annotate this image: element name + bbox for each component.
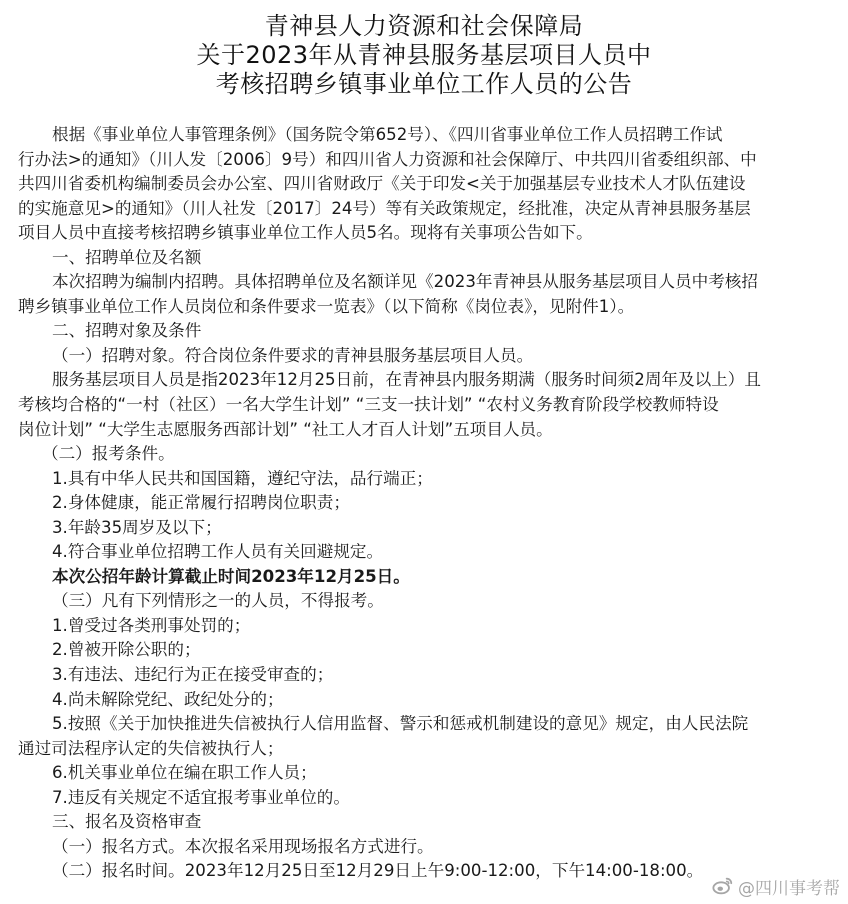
list-item: 1.曾受过各类刑事处罚的； — [52, 615, 251, 635]
paragraph-line: 服务基层项目人员是指2023年12月25日前，在青神县内服务期满（服务时间须2周年及以上）且 — [52, 370, 761, 390]
paragraph-line: 项目人员中直接考核招聘乡镇事业单位工作人员5名。现将有关事项公告如下。 — [18, 223, 593, 243]
subsection-heading: （二）报名时间。2023年12月25日至12月29日上午9:00-12:00，下午14:00-18:00。 — [52, 861, 704, 881]
section-heading-1: 一、招聘单位及名额 — [52, 247, 202, 267]
list-item: 3.有违法、违纪行为正在接受审查的； — [52, 665, 334, 685]
title-line-3: 考核招聘乡镇事业单位工作人员的公告 — [215, 70, 633, 98]
title-line-2: 关于2023年从青神县服务基层项目人员中 — [196, 41, 652, 69]
subsection-heading: （二）报考条件。 — [42, 444, 175, 464]
list-item: 1.具有中华人民共和国国籍，遵纪守法，品行端正； — [52, 468, 433, 488]
subsection-heading: （三）凡有下列情形之一的人员，不得报考。 — [52, 591, 384, 611]
paragraph-line: 根据《事业单位人事管理条例》（国务院令第652号）、《四川省事业单位工作人员招聘工作试 — [52, 125, 723, 144]
list-item: 6.机关事业单位在编在职工作人员； — [52, 763, 317, 783]
weibo-logo-icon — [712, 875, 734, 897]
watermark-text: @四川事考帮 — [738, 878, 840, 899]
paragraph-line: 的实施意见>的通知》（川人社发〔2017〕24号）等有关政策规定，经批准，决定从青神县服务基层 — [18, 198, 751, 218]
paragraph-line: 行办法>的通知》（川人发〔2006〕9号）和四川省人力资源和社会保障厅、中共四川省委组织部、中 — [18, 149, 757, 169]
list-item: 5.按照《关于加快推进失信被执行人信用监督、警示和惩戒机制建设的意见》规定，由人民法院 — [52, 714, 749, 734]
weibo-watermark — [712, 874, 840, 898]
paragraph-line: 共四川省委机构编制委员会办公室、四川省财政厅《关于印发<关于加强基层专业技术人才队伍建设 — [18, 174, 746, 194]
subsection-heading: （一）招聘对象。符合岗位条件要求的青神县服务基层项目人员。 — [52, 345, 534, 365]
age-deadline-note: 本次公招年龄计算截止时间2023年12月25日。 — [52, 566, 410, 586]
section-heading-3: 三、报名及资格审查 — [52, 812, 202, 832]
paragraph-line: 通过司法程序认定的失信被执行人； — [18, 738, 284, 758]
notice-body — [18, 123, 830, 884]
list-item: 4.尚未解除党纪、政纪处分的； — [52, 689, 284, 709]
list-item: 2.曾被开除公职的； — [52, 640, 201, 660]
list-item: 4.符合事业单位招聘工作人员有关回避规定。 — [52, 542, 384, 562]
list-item: 7.违反有关规定不适宜报考事业单位的。 — [52, 787, 350, 807]
paragraph-line: 岗位计划” “大学生志愿服务西部计划” “社工人才百人计划”五项目人员。 — [18, 419, 553, 439]
title-line-1: 青神县人力资源和社会保障局 — [264, 12, 584, 40]
paragraph-line: 考核均合格的“一村（社区）一名大学生计划” “三支一扶计划” “农村义务教育阶段学校教师特设 — [18, 395, 719, 415]
paragraph-line: 本次招聘为编制内招聘。具体招聘单位及名额详见《2023年青神县从服务基层项目人员中考核招 — [52, 272, 758, 292]
notice-title — [0, 12, 848, 99]
paragraph-line: 聘乡镇事业单位工作人员岗位和条件要求一览表》（以下简称《岗位表》，见附件1）。 — [18, 296, 635, 316]
list-item: 2.身体健康，能正常履行招聘岗位职责； — [52, 493, 350, 513]
list-item: 3.年龄35周岁及以下； — [52, 517, 222, 537]
section-heading-2: 二、招聘对象及条件 — [52, 321, 202, 341]
subsection-heading: （一）报名方式。本次报名采用现场报名方式进行。 — [52, 836, 434, 856]
